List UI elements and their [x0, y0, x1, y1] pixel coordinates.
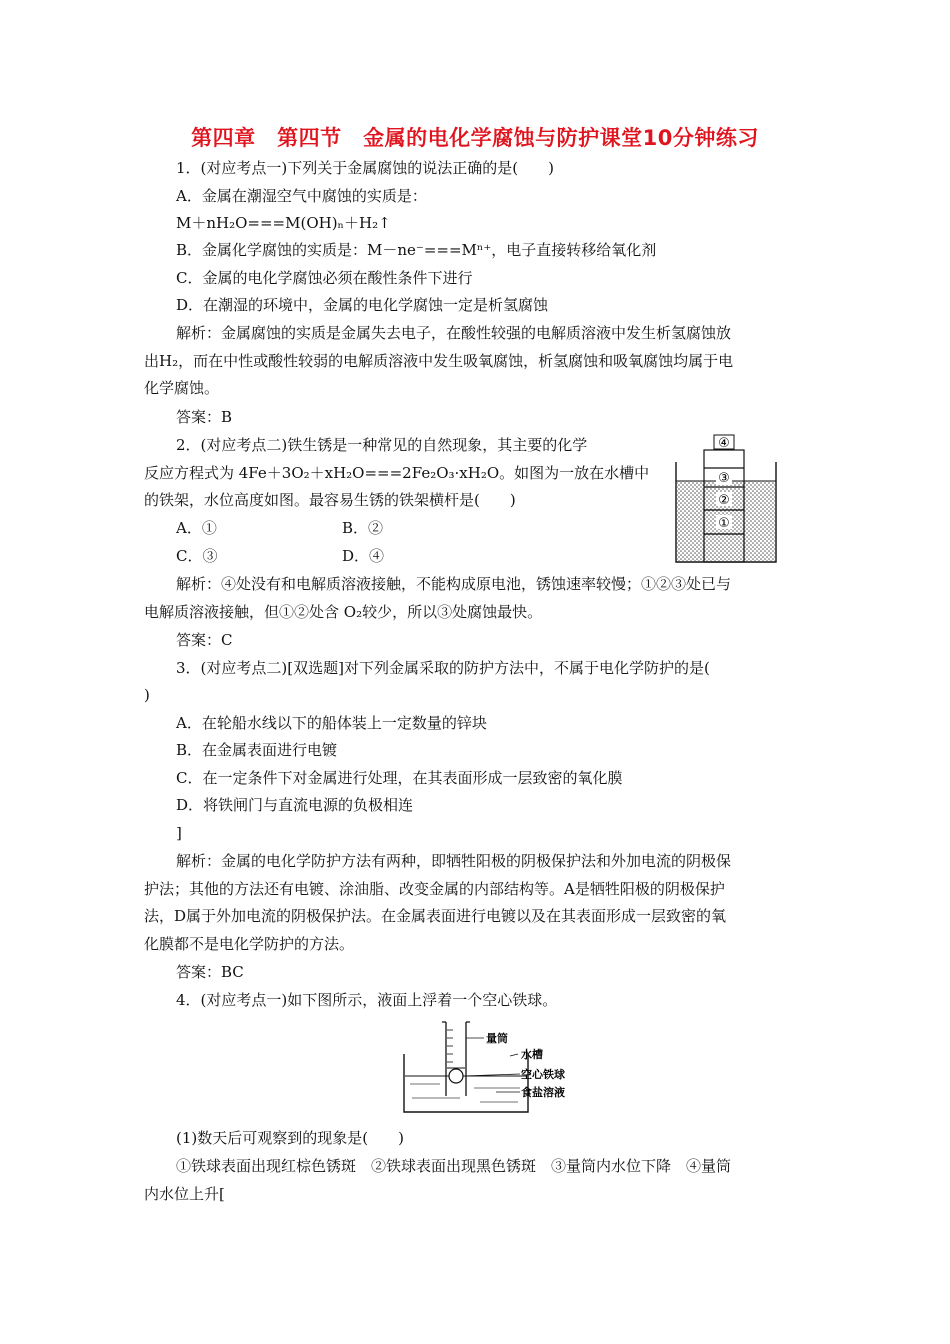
q1-option-b: B．金属化学腐蚀的实质是：M－ne⁻===Mⁿ⁺，电子直接转移给氧化剂: [176, 241, 657, 259]
q1-analysis-line1: 解析：金属腐蚀的实质是金属失去电子，在酸性较强的电解质溶液中发生析氢腐蚀放: [176, 324, 732, 342]
q3-analysis-line4: 化膜都不是电化学防护的方法。: [144, 935, 355, 953]
q3-stem-line1: 3．(对应考点二)[双选题]对下列金属采取的防护方法中，不属于电化学防护的是(: [176, 659, 710, 677]
q3-option-c: C．在一定条件下对金属进行处理，在其表面形成一层致密的氧化膜: [176, 769, 623, 787]
q3-answer: 答案：BC: [176, 963, 244, 981]
q3-analysis-line1: 解析：金属的电化学防护方法有两种，即牺牲阳极的阴极保护法和外加电流的阴极保: [176, 852, 732, 870]
q3-analysis-line2: 护法；其他的方法还有电镀、涂油脂、改变金属的内部结构等。A是牺牲阳极的阴极保护: [144, 880, 725, 898]
frame-label-1: ①: [718, 516, 730, 531]
q3-stem-line2: ): [144, 686, 150, 704]
label-tank: 水槽: [521, 1048, 543, 1061]
q2-analysis-line2: 电解质溶液接触，但①②处含 O₂较少，所以③处腐蚀最快。: [144, 603, 543, 621]
label-cylinder: 量筒: [486, 1032, 508, 1045]
q3-analysis-line3: 法，D属于外加电流的阴极保护法。在金属表面进行电镀以及在其表面形成一层致密的氧: [144, 907, 727, 925]
label-solution: 食盐溶液: [521, 1086, 565, 1099]
cylinder-iron-ball-figure: [400, 1016, 582, 1118]
label-ball: 空心铁球: [521, 1068, 565, 1081]
q4-sub1: (1)数天后可观察到的现象是( ): [176, 1129, 404, 1147]
q2-stem-line1: 2．(对应考点二)铁生锈是一种常见的自然现象，其主要的化学: [176, 436, 588, 454]
q2-option-d: D．④: [342, 547, 385, 565]
q1-option-d: D．在潮湿的环境中，金属的电化学腐蚀一定是析氢腐蚀: [176, 296, 549, 314]
q2-stem-line2: 反应方程式为 4Fe＋3O₂＋xH₂O===2Fe₂O₃·xH₂O。如图为一放在水槽中: [144, 464, 650, 482]
q2-analysis-line1: 解析：④处没有和电解质溶液接触，不能构成原电池，锈蚀速率较慢；①②③处已与: [176, 575, 732, 593]
q3-option-b: B．在金属表面进行电镀: [176, 741, 338, 759]
q2-answer: 答案：C: [176, 631, 233, 649]
q2-option-b: B．②: [342, 519, 384, 537]
q4-options-line1: ①铁球表面出现红棕色锈斑 ②铁球表面出现黑色锈斑 ③量筒内水位下降 ④量筒: [176, 1157, 732, 1175]
page-title: 第四章 第四节 金属的电化学腐蚀与防护课堂10分钟练习: [191, 126, 759, 150]
q1-analysis-line3: 化学腐蚀。: [144, 379, 220, 397]
q4-options-line2: 内水位上升[: [144, 1185, 225, 1203]
q1-option-a-equation: M＋nH₂O===M(OH)ₙ＋H₂↑: [176, 214, 391, 232]
q1-stem: 1．(对应考点一)下列关于金属腐蚀的说法正确的是( ): [176, 159, 554, 177]
q1-analysis-line2: 出H₂，而在中性或酸性较弱的电解质溶液中发生吸氧腐蚀，析氢腐蚀和吸氧腐蚀均属于电: [144, 352, 734, 370]
q2-stem-line3: 的铁架，水位高度如图。最容易生锈的铁架横杆是( ): [144, 491, 516, 509]
q1-option-c: C．金属的电化学腐蚀必须在酸性条件下进行: [176, 269, 473, 287]
q1-option-a: A．金属在潮湿空气中腐蚀的实质是：: [176, 187, 427, 205]
q2-option-a: A．①: [176, 519, 217, 537]
frame-label-3: ③: [718, 471, 730, 486]
frame-label-4: ④: [718, 436, 730, 451]
frame-label-2: ②: [718, 493, 730, 508]
q3-option-a: A．在轮船水线以下的船体装上一定数量的锌块: [176, 714, 487, 732]
graduated-cylinder: [446, 1022, 466, 1096]
hollow-iron-ball: [449, 1069, 463, 1083]
q2-option-c: C．③: [176, 547, 218, 565]
q1-answer: 答案：B: [176, 408, 233, 426]
q3-bracket: ]: [176, 824, 182, 842]
iron-frame-tank-figure: [672, 434, 780, 566]
q3-option-d: D．将铁闸门与直流电源的负极相连: [176, 796, 414, 814]
q4-stem: 4．(对应考点一)如下图所示，液面上浮着一个空心铁球。: [176, 991, 558, 1009]
